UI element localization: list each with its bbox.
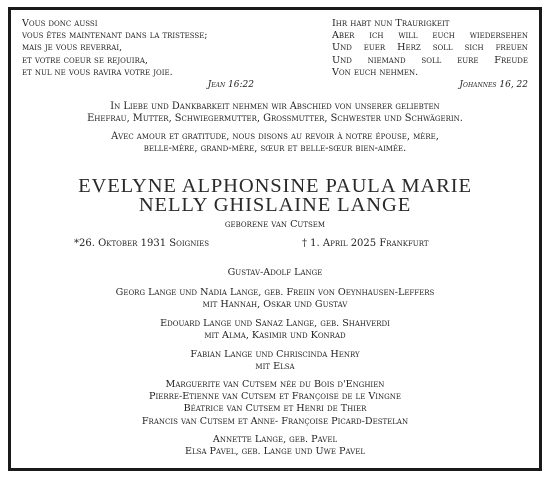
verse-words: Von euch nehmen.: [332, 66, 419, 78]
farewell-line: belle-mère, grand-mère, sœur et belle-sœur bien-aimée.: [143, 143, 407, 155]
mourner-group: [14, 267, 536, 279]
verse-word: soll: [421, 54, 442, 66]
mourner-line: mit Hannah, Oskar und Gustav: [202, 299, 348, 311]
death-date: † 1. April 2025 Frankfurt: [302, 238, 429, 249]
farewell-line: Avec amour et gratitude, nous disons au revoir à notre épouse, mère,: [111, 131, 439, 142]
name-line: NELLY GHISLAINE LANGE: [138, 194, 412, 216]
verse-word: Freude: [494, 54, 528, 66]
verse-word: soll: [432, 42, 453, 54]
mourner-line: Fabian Lange und Chriscinda Henry: [190, 349, 360, 360]
verse-word: eure: [457, 54, 479, 66]
verse-words: Ihr habt nun Traurigkeit: [332, 18, 450, 29]
name-line: EVELYNE ALPHONSINE PAULA MARIE: [78, 175, 472, 197]
mourner-line: Elsa Pavel, geb. Lange und Uwe Pavel: [185, 446, 365, 458]
mourner-line: mit Alma, Kasimir und Konrad: [204, 330, 346, 342]
verse-line: et nul ne vous ravira votre joie.: [22, 66, 173, 78]
verse-word: Aber: [332, 30, 355, 42]
verse-line: Vous donc aussi: [22, 18, 98, 29]
verse-word: Herz: [397, 42, 421, 54]
mourner-line: mit Elsa: [255, 361, 295, 373]
verse-line: [332, 30, 528, 42]
mourner-group: [14, 434, 536, 458]
verse-word: Und: [332, 42, 352, 54]
mourner-group: [14, 379, 536, 428]
verse-line: [332, 18, 528, 30]
deceased-name: [14, 177, 536, 215]
mourner-group: [14, 349, 536, 373]
verse-reference: Jean 16:22: [207, 80, 254, 91]
mourner-line: Francis van Cutsem et Anne- Françoise Picard-Destelan: [141, 415, 409, 427]
verse-line: et votre coeur se rejouira,: [22, 54, 148, 66]
mourner-line: Pierre-Etienne van Cutsem et Françoise de le Vingne: [149, 391, 401, 403]
verse-line: [332, 67, 528, 79]
verse-word: ich: [369, 30, 384, 42]
verse-line: [332, 42, 528, 54]
mourner-line: Marguerite van Cutsem née du Bois d'Enghien: [165, 379, 385, 390]
verse-word: wiedersehen: [469, 30, 528, 42]
mourner-line: Gustav-Adolf Lange: [227, 267, 323, 278]
mourner-group: [14, 287, 536, 311]
farewell-german: [14, 101, 536, 126]
mourner-line: Annette Lange, geb. Pavel: [212, 434, 338, 445]
verse-german: [332, 18, 528, 91]
verse-french: [22, 18, 254, 91]
verse-line: mais je vous reverrai,: [22, 42, 123, 54]
mourner-group: [14, 318, 536, 342]
verse-word: freuen: [495, 42, 528, 54]
farewell-line: Ehefrau, Mutter, Schwiegermutter, Grossmutter, Schwester und Schwägerin.: [87, 113, 463, 125]
verse-reference: Johannes 16, 22: [459, 80, 528, 91]
verse-word: will: [398, 30, 418, 42]
maiden-name: geborene van Cutsem: [224, 219, 326, 230]
verse-word: Und: [332, 54, 352, 66]
verse-word: euer: [363, 42, 386, 54]
verse-line: [332, 55, 528, 67]
birth-date: *26. Oktober 1931 Soignies: [74, 238, 209, 249]
farewell-french: [14, 131, 536, 156]
mourner-line: Georg Lange und Nadia Lange, geb. Freiin von Oeynhausen-Leffers: [115, 287, 435, 298]
farewell-line: In Liebe und Dankbarkeit nehmen wir Abschied von unserer geliebten: [110, 101, 440, 112]
verse-word: niemand: [367, 54, 406, 66]
mourner-line: Béatrice van Cutsem et Henri de Thier: [183, 403, 367, 415]
verse-word: sich: [464, 42, 484, 54]
verse-word: euch: [432, 30, 455, 42]
mourner-line: Edouard Lange und Sanaz Lange, geb. Shahverdi: [160, 318, 390, 329]
verse-line: vous êtes maintenant dans la tristesse;: [22, 30, 208, 42]
